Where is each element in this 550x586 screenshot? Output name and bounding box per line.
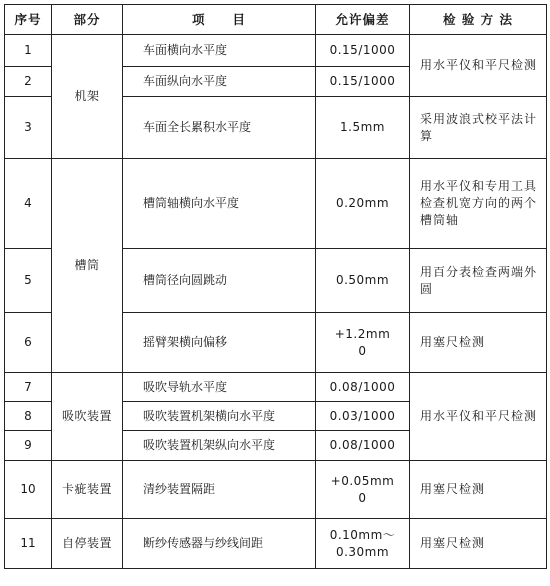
- method-cell: 用水平仪和专用工具检查机宽方向的两个槽筒轴: [410, 159, 547, 249]
- item-cell: 断纱传感器与纱线间距: [123, 519, 316, 569]
- item-cell: 吸吹装置机架纵向水平度: [123, 431, 316, 461]
- header-row: [5, 5, 547, 35]
- tolerance-cell: 0.10mm～ 0.30mm: [316, 519, 410, 569]
- header-no: 序号: [5, 5, 52, 35]
- row-number: 9: [5, 431, 52, 461]
- tolerance-cell: +1.2mm 0: [316, 313, 410, 373]
- item-cell: 车面全长累积水平度: [123, 97, 316, 159]
- table-row: [5, 35, 547, 67]
- table-row: [5, 461, 547, 519]
- item-cell: 吸吹导轨水平度: [123, 373, 316, 402]
- row-number: 11: [5, 519, 52, 569]
- row-number: 7: [5, 373, 52, 402]
- item-cell: 清纱装置隔距: [123, 461, 316, 519]
- item-cell: 摇臂架横向偏移: [123, 313, 316, 373]
- method-cell: 采用波浪式校平法计算: [410, 97, 547, 159]
- tolerance-cell: 0.15/1000: [316, 67, 410, 97]
- table-row: [5, 159, 547, 249]
- tolerance-cell: 0.50mm: [316, 249, 410, 313]
- row-number: 3: [5, 97, 52, 159]
- part-cell: 自停装置: [52, 519, 123, 569]
- tolerance-cell: 0.20mm: [316, 159, 410, 249]
- row-number: 2: [5, 67, 52, 97]
- inspection-table: [4, 4, 547, 569]
- row-number: 10: [5, 461, 52, 519]
- item-cell: 车面纵向水平度: [123, 67, 316, 97]
- row-number: 1: [5, 35, 52, 67]
- method-cell: 用塞尺检测: [410, 519, 547, 569]
- method-cell: 用百分表检查两端外圆: [410, 249, 547, 313]
- part-cell: 机架: [52, 35, 123, 159]
- header-method: 检 验 方 法: [410, 5, 547, 35]
- item-cell: 槽筒轴横向水平度: [123, 159, 316, 249]
- part-cell: 槽筒: [52, 159, 123, 373]
- tolerance-cell: 0.08/1000: [316, 373, 410, 402]
- header-part: 部分: [52, 5, 123, 35]
- row-number: 6: [5, 313, 52, 373]
- tolerance-cell: 1.5mm: [316, 97, 410, 159]
- method-cell: 用塞尺检测: [410, 461, 547, 519]
- row-number: 4: [5, 159, 52, 249]
- item-cell: 槽筒径向圆跳动: [123, 249, 316, 313]
- header-item: 项 目: [123, 5, 316, 35]
- table-row: [5, 373, 547, 402]
- method-cell: 用水平仪和平尺检测: [410, 35, 547, 97]
- table-row: [5, 519, 547, 569]
- method-cell: 用水平仪和平尺检测: [410, 373, 547, 461]
- part-cell: 卡疵装置: [52, 461, 123, 519]
- tolerance-cell: 0.08/1000: [316, 431, 410, 461]
- row-number: 8: [5, 402, 52, 431]
- part-cell: 吸吹装置: [52, 373, 123, 461]
- tolerance-cell: 0.15/1000: [316, 35, 410, 67]
- header-tolerance: 允许偏差: [316, 5, 410, 35]
- row-number: 5: [5, 249, 52, 313]
- method-cell: 用塞尺检测: [410, 313, 547, 373]
- item-cell: 吸吹装置机架横向水平度: [123, 402, 316, 431]
- tolerance-cell: 0.03/1000: [316, 402, 410, 431]
- item-cell: 车面横向水平度: [123, 35, 316, 67]
- tolerance-cell: +0.05mm 0: [316, 461, 410, 519]
